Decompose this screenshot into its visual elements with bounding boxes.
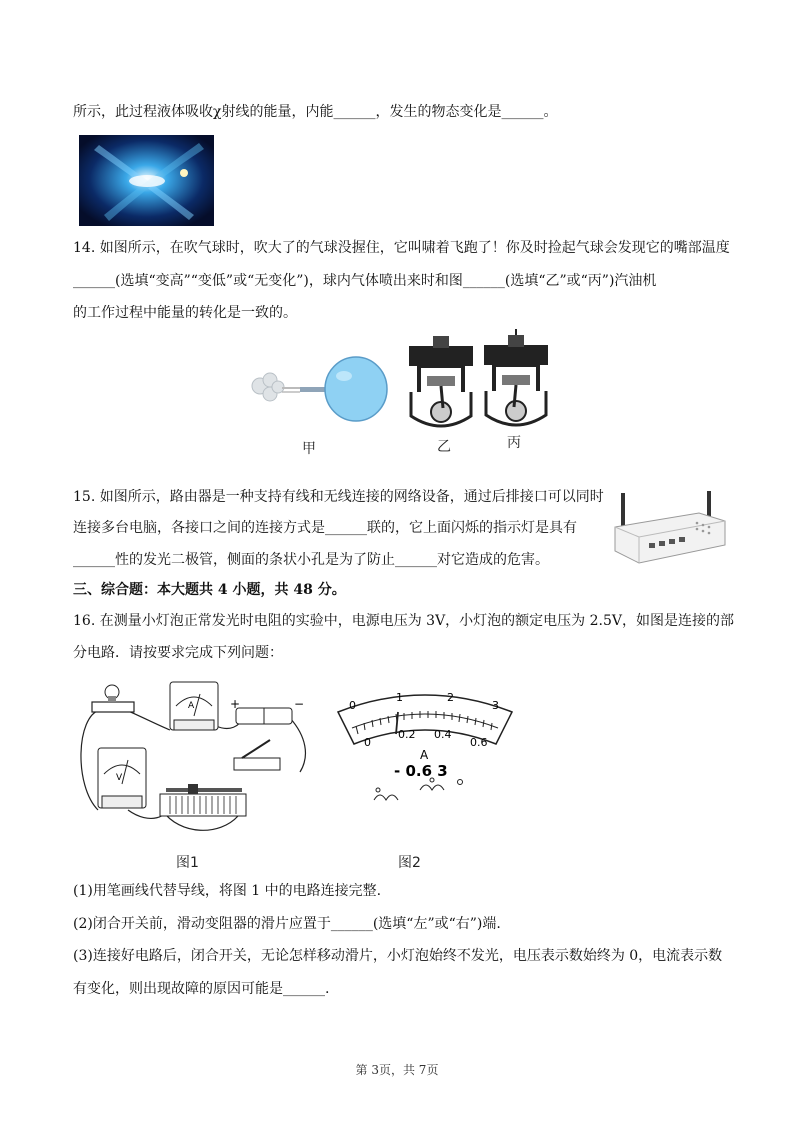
scale-top-1: 1: [396, 691, 403, 704]
q14-line-2: ______(选填“变高”“变低”或“无变化”)，球内气体喷出来时和图______(选填“乙”或“丙”)汽油机: [73, 273, 657, 289]
q13-text: 所示，此过程液体吸收χ射线的能量，内能______，发生的物态变化是______。: [73, 104, 558, 120]
battery-plus-sign: +: [230, 697, 241, 711]
label-bing: 丙: [507, 435, 521, 451]
xray-image: [79, 135, 214, 226]
fig1-caption: 图1: [176, 855, 199, 871]
scale-top-2: 2: [447, 691, 454, 704]
section-3-title: 三、综合题：本大题共 4 小题，共 48 分。: [73, 582, 346, 598]
router-image: [609, 487, 727, 569]
q16-sub-3b: 有变化，则出现故障的原因可能是______.: [73, 981, 330, 997]
q15-line-2: 连接多台电脑，各接口之间的连接方式是______联的，它上面闪烁的指示灯是具有: [73, 520, 577, 536]
meter-terminals: - 0.6 3: [394, 762, 448, 780]
engine-yi-figure: [405, 332, 477, 434]
circuit-figure-1: [70, 676, 320, 842]
q14-line-1: 14. 如图所示，在吹气球时，吹大了的气球没握住，它叫啸着飞跑了！你及时捡起气球会发现它的嘴部温度: [73, 240, 730, 256]
q16-sub-3a: (3)连接好电路后，闭合开关，无论怎样移动滑片，小灯泡始终不发光，电压表示数始终为 0，电流表示数: [73, 948, 723, 964]
balloon-figure: [248, 350, 398, 430]
scale-top-3: 3: [492, 699, 499, 712]
voltmeter-symbol: V: [116, 773, 123, 783]
scale-top-0: 0: [349, 699, 356, 712]
label-jia: 甲: [302, 441, 316, 457]
q14-line-3: 的工作过程中能量的转化是一致的。: [73, 305, 297, 321]
scale-bottom-1: 0.2: [398, 728, 416, 741]
q16-line-1: 16. 在测量小灯泡正常发光时电阻的实验中，电源电压为 3V，小灯泡的额定电压为 2.5V，如图是连接的部: [73, 613, 735, 629]
q16-sub-1: (1)用笔画线代替导线，将图 1 中的电路连接完整.: [73, 883, 382, 899]
ammeter-symbol: A: [188, 701, 195, 711]
page-footer: 第 3页，共 7页: [355, 1063, 439, 1077]
q16-line-2: 分电路．请按要求完成下列问题：: [73, 645, 283, 661]
q15-line-3: ______性的发光二极管，侧面的条状小孔是为了防止______对它造成的危害。: [73, 552, 549, 568]
battery-minus-sign: −: [294, 697, 305, 711]
engine-bing-figure: [480, 327, 552, 431]
scale-bottom-0: 0: [364, 736, 371, 749]
scale-bottom-2: 0.4: [434, 728, 452, 741]
fig2-caption: 图2: [398, 855, 421, 871]
label-yi: 乙: [437, 439, 451, 455]
meter-unit: A: [420, 748, 429, 762]
scale-bottom-3: 0.6: [470, 736, 488, 749]
q15-line-1: 15. 如图所示，路由器是一种支持有线和无线连接的网络设备，通过后排接口可以同时: [73, 489, 604, 505]
meter-figure-2: [334, 682, 516, 822]
q16-sub-2: (2)闭合开关前，滑动变阻器的滑片应置于______(选填“左”或“右”)端.: [73, 916, 501, 932]
